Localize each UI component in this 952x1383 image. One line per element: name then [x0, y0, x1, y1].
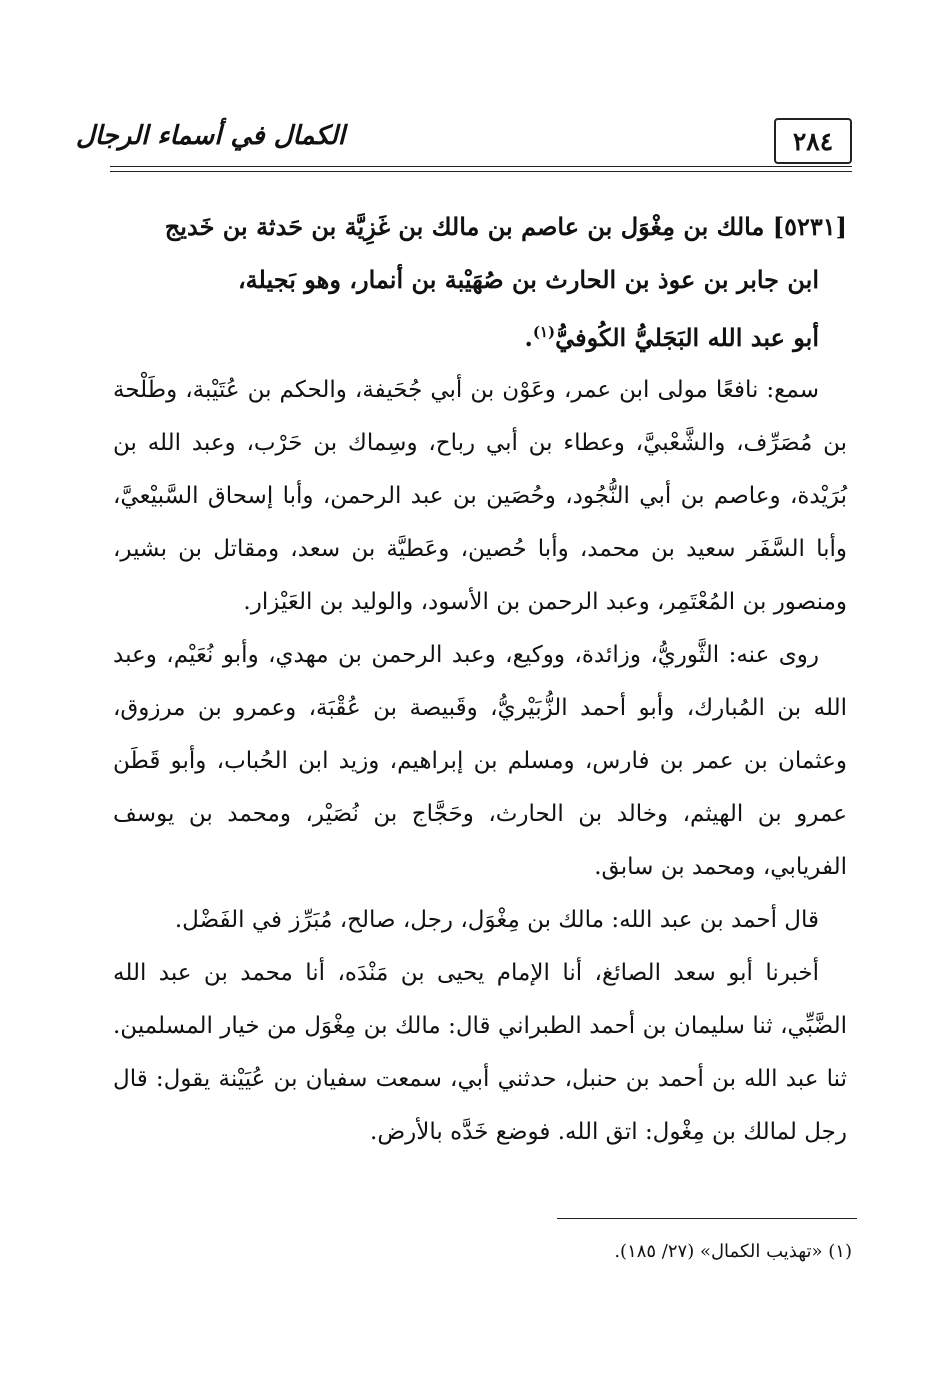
footnote: (١) «تهذيب الكمال» (٢٧/ ١٨٥). — [614, 1241, 852, 1262]
paragraph-heard-from: سمع: نافعًا مولى ابن عمر، وعَوْن بن أبي جُحَيفة، والحكم بن عُتَيْبة، وطَلْحة بن مُصَرِّف، والشَّعْبيَّ، وعطاء بن أبي رباح، وسِماك بن حَرْب، وعبد الله بن بُرَيْدة، وعاصم بن أبي النُّجُود، وحُصَين بن عبد الرحمن، وأبا إسحاق السَّبيْعيَّ، وأبا السَّفَر سعيد بن محمد، وأبا حُصين، وعَطيَّة بن سعد، ومقاتل بن بشير، ومنصور بن المُعْتَمِر، وعبد الرحمن بن الأسود، والوليد بن العَيْزار. — [113, 377, 847, 615]
entry-line-2: ابن جابر بن عوذ بن الحارث بن صُهَيْبة بن أنمار، وهو بَجيلة، — [237, 265, 819, 294]
entry-number: [٥٢٣١] — [772, 212, 847, 241]
page-number-box — [774, 118, 852, 164]
header-rule — [110, 166, 852, 172]
paragraph-narrated-by: روى عنه: الثَّوريُّ، وزائدة، ووكيع، وعبد الرحمن بن مهدي، وأبو نُعَيْم، وعبد الله بن المُبارك، وأبو أحمد الزُّبَيْريُّ، وقَبيصة بن عُقْبَة، وعمرو بن مرزوق، وعثمان بن عمر بن فارس، ومسلم بن إبراهيم، وزيد ابن الحُباب، وأبو قَطَن عمرو بن الهيثم، وخالد بن الحارث، وحَجَّاج بن نُصَيْر، ومحمد بن يوسف الفريابي، ومحمد بن سابق. — [113, 642, 847, 880]
book-title-calligraphy: الكمال في أسماء الرجال — [75, 121, 345, 151]
entry-heading — [113, 200, 847, 364]
page-body — [113, 200, 847, 1159]
page-number: ٢٨٤ — [792, 126, 834, 156]
footnote-separator — [557, 1218, 857, 1219]
paragraph-isnad: أخبرنا أبو سعد الصائغ، أنا الإمام يحيى بن مَنْدَه، أنا محمد بن عبد الله الضَّبِّي، ثنا سليمان بن أحمد الطبراني قال: مالك بن مِغْوَل من خيار المسلمين. ثنا عبد الله بن أحمد بن حنبل، حدثني أبي، سمعت سفيان بن عُيَيْنة يقول: قال رجل لمالك بن مِغْول: اتق الله. فوضع خَدَّه بالأرض. — [113, 960, 847, 1145]
entry-line-3-text: أبو عبد الله البَجَليُّ الكُوفيُّ — [555, 323, 819, 352]
footnote-reference: (١) — [532, 323, 556, 341]
page-header — [75, 108, 852, 172]
paragraph-ahmad-quote: قال أحمد بن عبد الله: مالك بن مِغْوَل، رجل، صالح، مُبَرِّز في الفَضْل. — [174, 907, 819, 933]
entry-line-3: أبو عبد الله البَجَليُّ الكُوفيُّ$^{(١)}$. — [524, 323, 819, 352]
entry-line-1: مالك بن مِغْوَل بن عاصم بن مالك بن غَزِيَّة بن حَدثة بن خَديج — [164, 212, 765, 241]
